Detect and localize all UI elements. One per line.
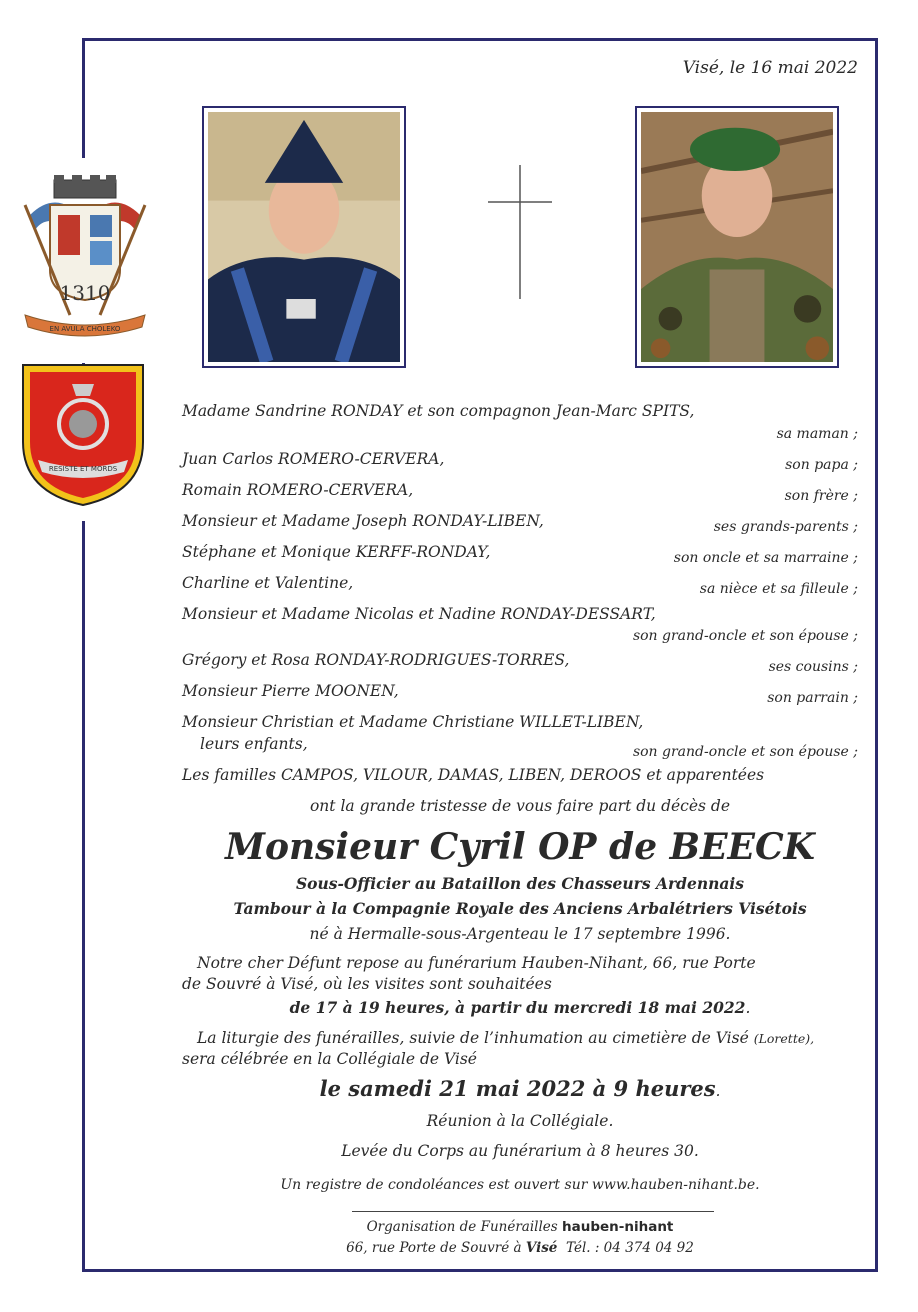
levee-line: Levée du Corps au funérarium à 8 heures 30.: [341, 1142, 699, 1160]
family-relation: sa nièce et sa filleule ;: [699, 581, 858, 597]
family-relation: son grand-oncle et son épouse ;: [632, 744, 858, 760]
family-line: Les familles CAMPOS, VILOUR, DAMAS, LIBEN, DEROOS et apparentées: [182, 766, 765, 784]
badge-motto: RESISTE ET MORDS: [48, 465, 118, 473]
footer-address-prefix: 66, rue Porte de Souvré à: [346, 1240, 522, 1256]
funeral-line-1-text: La liturgie des funérailles, suivie de l’inhumation au cimetière de Visé: [197, 1029, 749, 1047]
family-relation: son oncle et sa marraine ;: [673, 550, 858, 566]
funeral-datetime: le samedi 21 mai 2022 à 9 heures: [319, 1076, 716, 1101]
family-line: Charline et Valentine,: [182, 574, 354, 592]
footer-separator: [352, 1211, 714, 1212]
family-line: Monsieur Pierre MOONEN,: [182, 682, 399, 700]
family-line: Madame Sandrine RONDAY et son compagnon Jean-Marc SPITS,: [182, 402, 695, 420]
visitation-hours-end: .: [745, 999, 751, 1017]
photo-uniform: [202, 106, 406, 368]
registry-line: Un registre de condoléances est ouvert sur www.hauben-nihant.be.: [280, 1177, 760, 1193]
family-line: Monsieur et Madame Joseph RONDAY-LIBEN,: [182, 512, 544, 530]
announcement-intro: ont la grande tristesse de vous faire part du décès de: [309, 797, 731, 815]
deceased-name: Monsieur Cyril OP de BEECK: [225, 826, 815, 868]
visitation-line-1: Notre cher Défunt repose au funérarium Hauben-Nihant, 66, rue Porte: [197, 954, 756, 972]
chasseurs-ardennais-badge: [20, 362, 146, 512]
family-relation: son frère ;: [784, 488, 858, 504]
family-line: Juan Carlos ROMERO-CERVERA,: [182, 450, 445, 468]
family-relation: sa maman ;: [776, 426, 858, 442]
crest-year: 1310: [59, 281, 111, 305]
visitation-line-2: de Souvré à Visé, où les visites sont souhaitées: [182, 975, 552, 993]
family-relation: son papa ;: [785, 457, 858, 473]
vise-coat-of-arms: [20, 175, 150, 349]
family-line: Stéphane et Monique KERFF-RONDAY,: [182, 543, 491, 561]
family-relation: ses grands-parents ;: [713, 519, 858, 535]
family-relation: son grand-oncle et son épouse ;: [632, 628, 858, 644]
photo-beret: [635, 106, 839, 368]
family-relation: ses cousins ;: [768, 659, 858, 675]
family-line: Grégory et Rosa RONDAY-RODRIGUES-TORRES,: [182, 651, 570, 669]
deceased-title-1: Sous-Officier au Bataillon des Chasseurs Ardennais: [295, 874, 745, 893]
footer-org: [182, 1219, 858, 1235]
family-line: Monsieur et Madame Nicolas et Nadine RONDAY-DESSART,: [182, 605, 656, 623]
birth-line: né à Hermalle-sous-Argenteau le 17 septembre 1996.: [309, 925, 731, 943]
funeral-line-2: sera célébrée en la Collégiale de Visé: [182, 1050, 477, 1068]
visitation-hours: de 17 à 19 heures, à partir du mercredi 18 mai 2022: [289, 998, 746, 1017]
funeral-place-note: (Lorette),: [753, 1031, 815, 1046]
funeral-datetime-row: [182, 1076, 858, 1101]
cross-icon: [487, 165, 553, 305]
date-line: Visé, le 16 mai 2022: [682, 58, 858, 78]
hauben-nihant-logo: hauben-nihant: [562, 1219, 674, 1235]
footer-address: [182, 1240, 858, 1256]
deceased-title-2: Tambour à la Compagnie Royale des Anciens Arbalétriers Visétois: [233, 899, 807, 918]
meeting-line: Réunion à la Collégiale.: [426, 1112, 614, 1130]
family-subline: leurs enfants,: [200, 735, 308, 753]
footer-address-city: Visé: [525, 1240, 558, 1256]
family-line: Monsieur Christian et Madame Christiane WILLET-LIBEN,: [182, 713, 644, 731]
funeral-datetime-end: .: [715, 1082, 721, 1100]
family-relation: son parrain ;: [767, 690, 858, 706]
footer-org-prefix: Organisation de Funérailles: [366, 1219, 558, 1235]
family-line: Romain ROMERO-CERVERA,: [182, 481, 414, 499]
crest-motto: EN AVULA CHOLEKO: [49, 325, 121, 333]
funeral-line-1: [197, 1029, 814, 1047]
visitation-hours-row: [182, 998, 858, 1017]
footer-phone: Tél. : 04 374 04 92: [566, 1240, 694, 1256]
